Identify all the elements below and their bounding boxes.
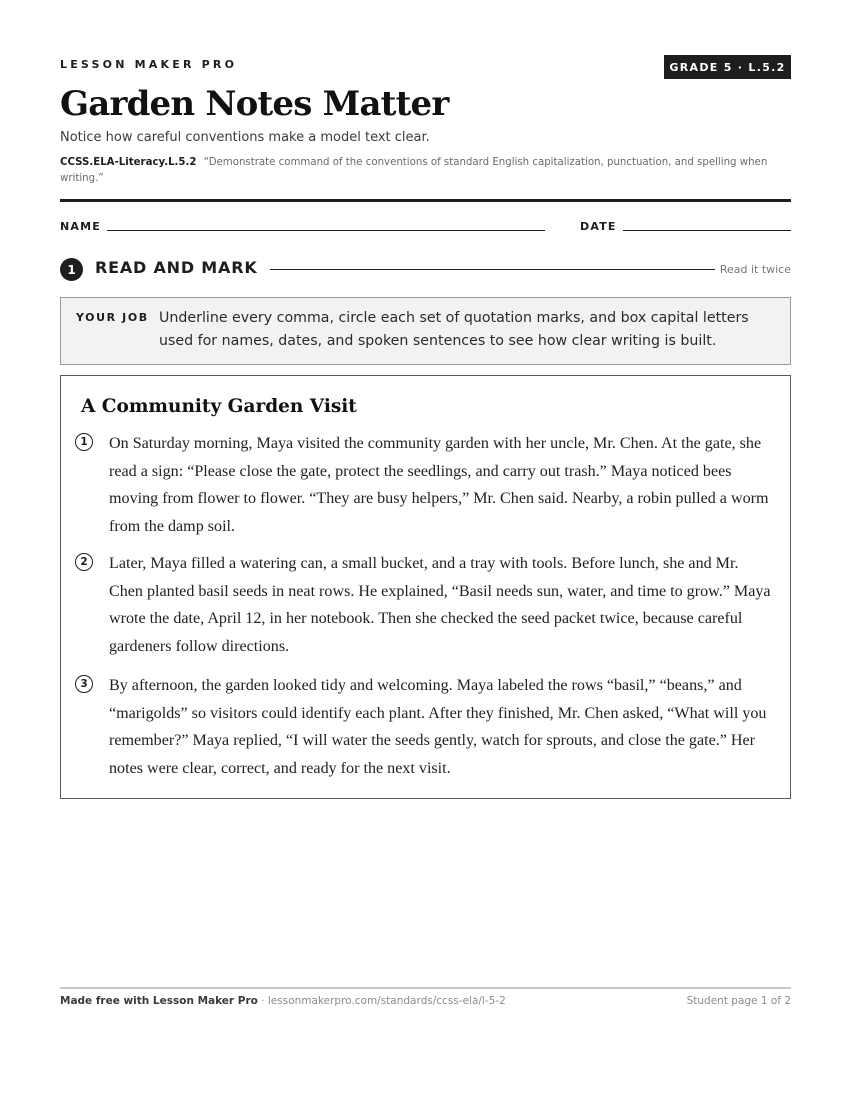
passage-title: A Community Garden Visit <box>81 396 357 417</box>
paragraph-number: 3 <box>75 675 93 693</box>
grade-badge: GRADE 5 · L.5.2 <box>664 55 791 79</box>
instructions-label: YOUR JOB <box>76 311 149 324</box>
header-divider <box>60 199 791 202</box>
paragraph-number: 2 <box>75 553 93 571</box>
date-label: DATE <box>580 220 617 233</box>
standard-description <box>60 155 791 187</box>
reading-passage <box>60 375 791 799</box>
section-title: READ AND MARK <box>95 258 258 277</box>
paragraph-text: Later, Maya filled a watering can, a small bucket, and a tray with tools. Before lunch, she and Mr. Chen planted basil seeds in neat rows. He explained, “Basil needs sun, water, and time to grow.” Maya wrote the date, April 12, in her notebook. Then she checked the seed packet twice, because careful gardeners follow directions. <box>109 555 771 655</box>
footer-credit <box>60 995 506 1007</box>
worksheet-page <box>60 0 791 1100</box>
paragraph-text: By afternoon, the garden looked tidy and welcoming. Maya labeled the rows “basil,” “beans,” and “marigolds” so visitors could identify each plant. After they finished, Mr. Chen asked, “What will you remember?” Maya replied, “I will water the seeds gently, watch for sprouts, and close the gate.” Her notes were clear, correct, and ready for the next visit. <box>109 677 767 777</box>
name-label: NAME <box>60 220 101 233</box>
page-title: Garden Notes Matter <box>60 84 449 124</box>
paragraph-number: 1 <box>75 433 93 451</box>
instructions-text: Underline every comma, circle each set of quotation marks, and box capital letters used for names, dates, and spoken sentences to see how clear writing is built. <box>159 310 749 349</box>
date-field[interactable] <box>623 230 791 231</box>
standard-code: CCSS.ELA-Literacy.L.5.2 <box>60 157 197 168</box>
brand-name: LESSON MAKER PRO <box>60 58 238 71</box>
section-note: Read it twice <box>719 263 791 276</box>
footer-divider <box>60 987 791 989</box>
name-field[interactable] <box>107 230 545 231</box>
footer-made-with: Made free with Lesson Maker Pro <box>60 995 258 1007</box>
footer-page-number: Student page 1 of 2 <box>686 995 791 1007</box>
section-rule <box>270 269 715 270</box>
section-number: 1 <box>60 258 83 281</box>
page-subtitle: Notice how careful conventions make a model text clear. <box>60 130 430 145</box>
footer-url[interactable]: · lessonmakerpro.com/standards/ccss-ela/l-5-2 <box>261 995 506 1007</box>
instructions-box <box>60 297 791 365</box>
standard-text: “Demonstrate command of the conventions of standard English capitalization, punctuation, and spelling when writing.” <box>60 157 768 184</box>
paragraph-text: On Saturday morning, Maya visited the community garden with her uncle, Mr. Chen. At the gate, she read a sign: “Please close the gate, protect the seedlings, and carry out trash.” Maya noticed bees moving from flower to flower. “They are busy helpers,” Mr. Chen said. Nearby, a robin pulled a worm from the damp soil. <box>109 435 769 535</box>
